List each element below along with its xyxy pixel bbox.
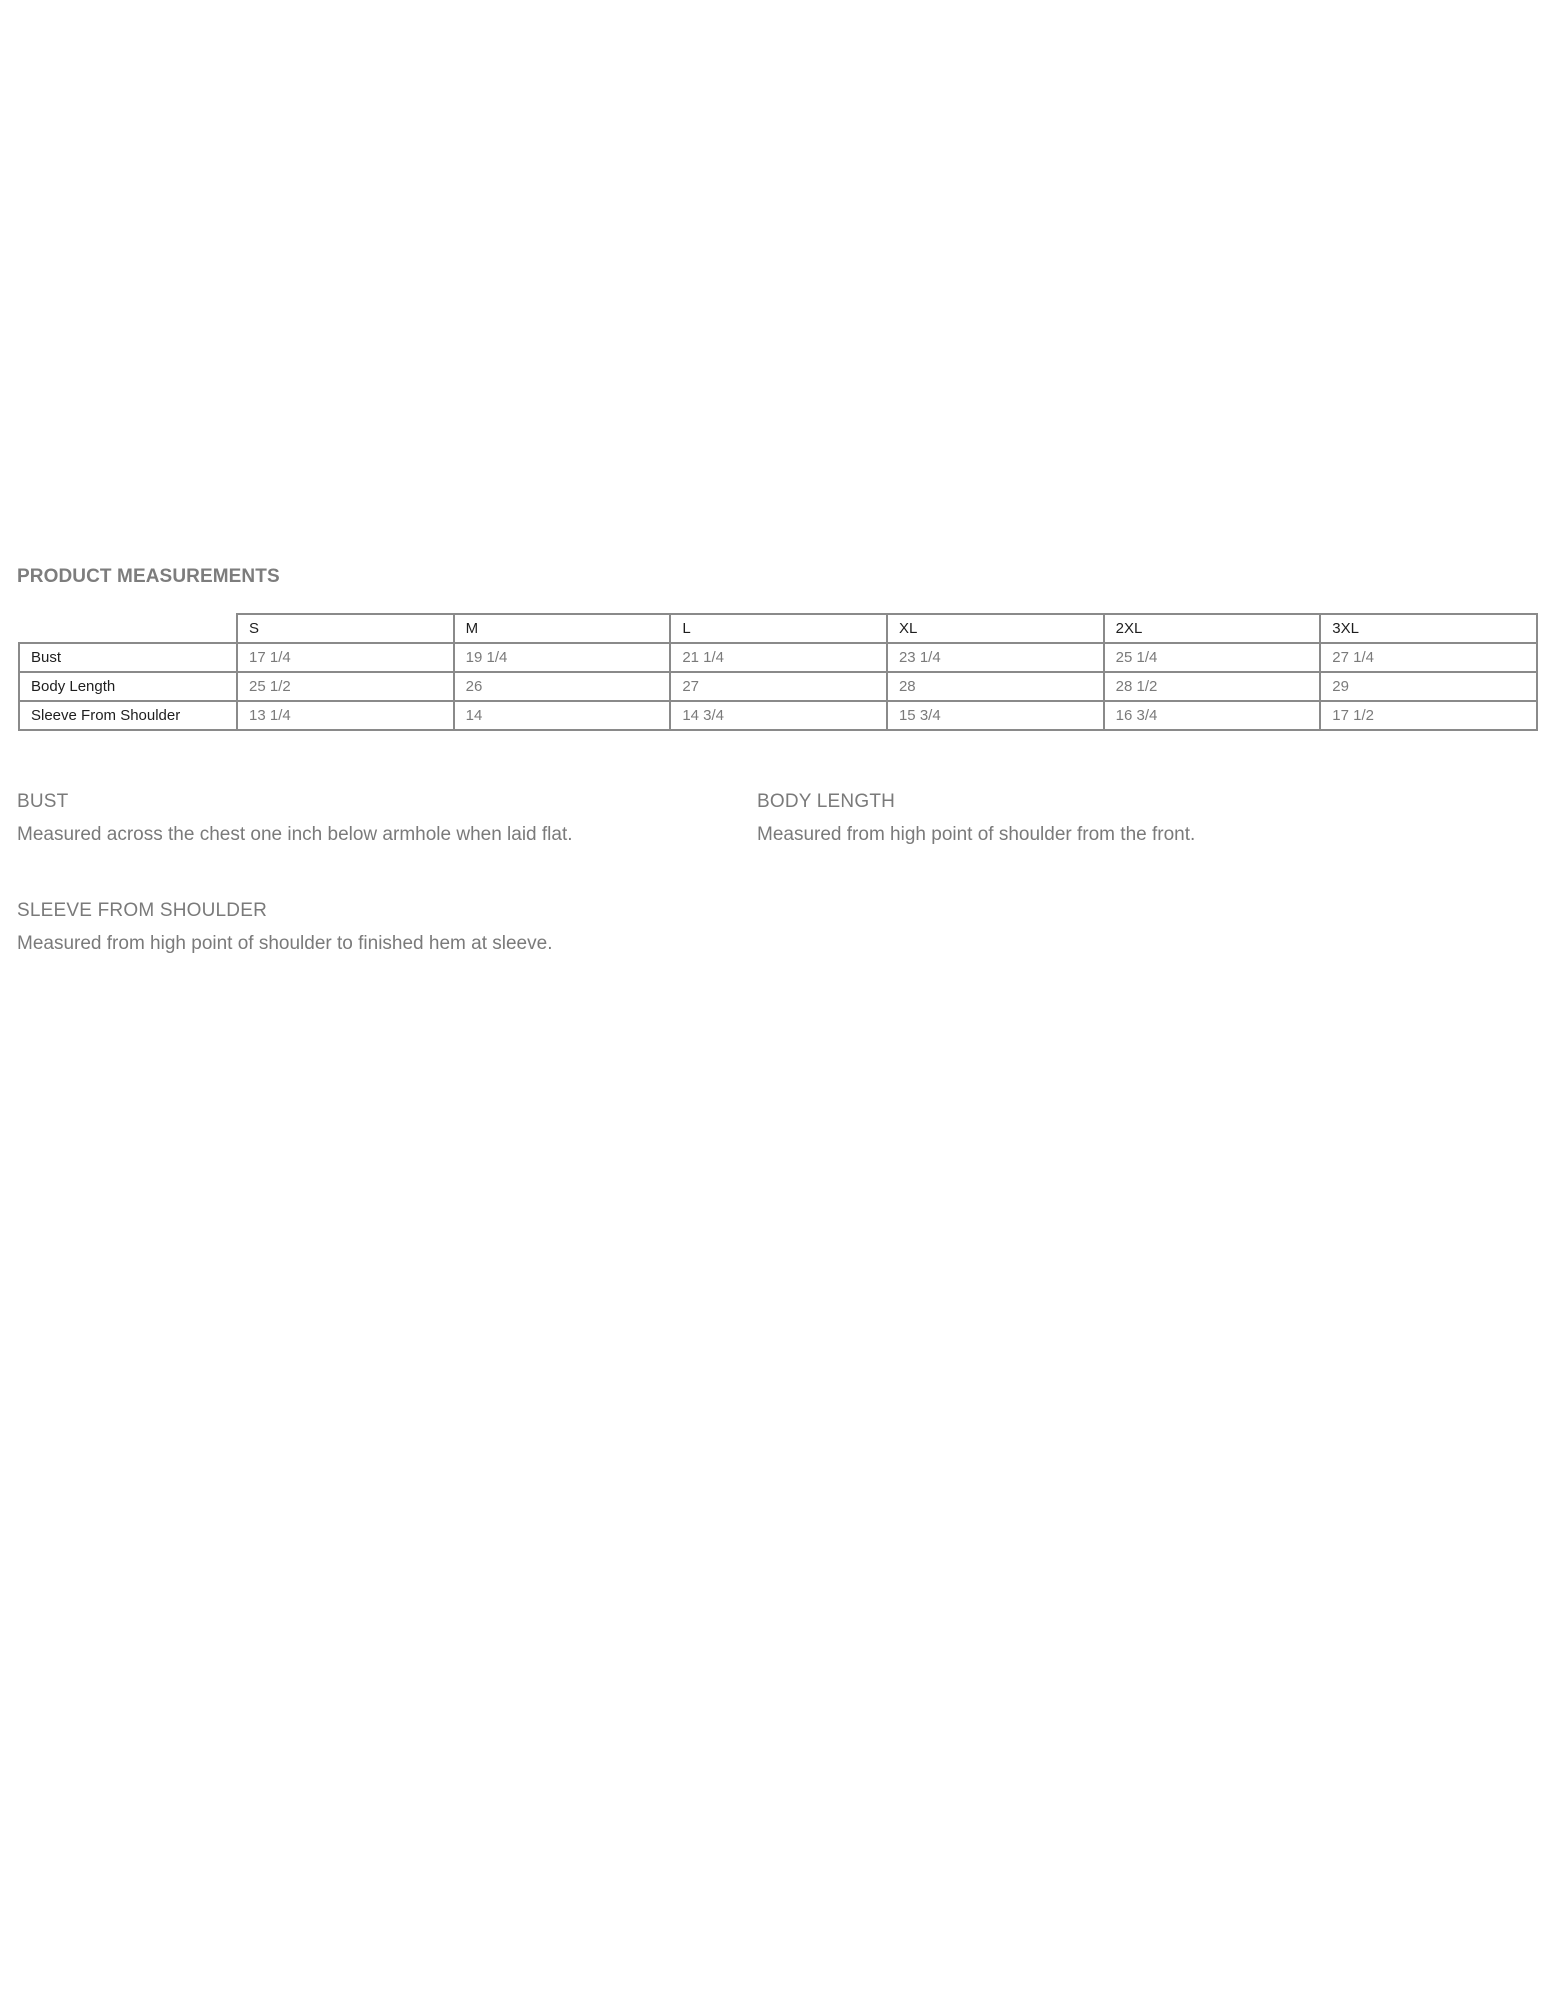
table-corner-cell (19, 614, 237, 643)
table-cell: 14 (454, 701, 671, 730)
table-cell: 23 1/4 (887, 643, 1104, 672)
definition-body-length (757, 791, 1195, 846)
table-row-sleeve-from-shoulder (19, 701, 1537, 730)
definition-sleeve-from-shoulder (17, 900, 552, 955)
definition-term: BODY LENGTH (757, 791, 896, 812)
table-cell: 19 1/4 (454, 643, 671, 672)
table-row-body-length (19, 672, 1537, 701)
table-cell: 27 (670, 672, 887, 701)
definition-term: BUST (17, 791, 69, 812)
size-header-2xl: 2XL (1104, 614, 1321, 643)
definition-bust (17, 791, 573, 846)
table-cell: 28 (887, 672, 1104, 701)
size-header-l: L (670, 614, 887, 643)
table-cell: 27 1/4 (1320, 643, 1537, 672)
table-cell: 25 1/2 (237, 672, 454, 701)
table-cell: 15 3/4 (887, 701, 1104, 730)
size-header-xl: XL (887, 614, 1104, 643)
table-cell: 17 1/2 (1320, 701, 1537, 730)
size-header-3xl: 3XL (1320, 614, 1537, 643)
table-row-bust (19, 643, 1537, 672)
table-cell: 21 1/4 (670, 643, 887, 672)
row-label: Bust (19, 643, 237, 672)
table-cell: 26 (454, 672, 671, 701)
row-label: Sleeve From Shoulder (19, 701, 237, 730)
definition-description: Measured from high point of shoulder from the front. (757, 824, 1196, 845)
section-title: PRODUCT MEASUREMENTS (17, 566, 280, 587)
measurements-table (18, 613, 1538, 731)
definition-term: SLEEVE FROM SHOULDER (17, 900, 267, 921)
table-header-row (19, 614, 1537, 643)
definition-description: Measured from high point of shoulder to finished hem at sleeve. (17, 933, 553, 954)
definition-description: Measured across the chest one inch below armhole when laid flat. (17, 824, 573, 845)
table-cell: 28 1/2 (1104, 672, 1321, 701)
table-cell: 29 (1320, 672, 1537, 701)
table-cell: 16 3/4 (1104, 701, 1321, 730)
table-cell: 25 1/4 (1104, 643, 1321, 672)
size-header-m: M (454, 614, 671, 643)
table-cell: 13 1/4 (237, 701, 454, 730)
table-cell: 17 1/4 (237, 643, 454, 672)
table-cell: 14 3/4 (670, 701, 887, 730)
row-label: Body Length (19, 672, 237, 701)
size-header-s: S (237, 614, 454, 643)
